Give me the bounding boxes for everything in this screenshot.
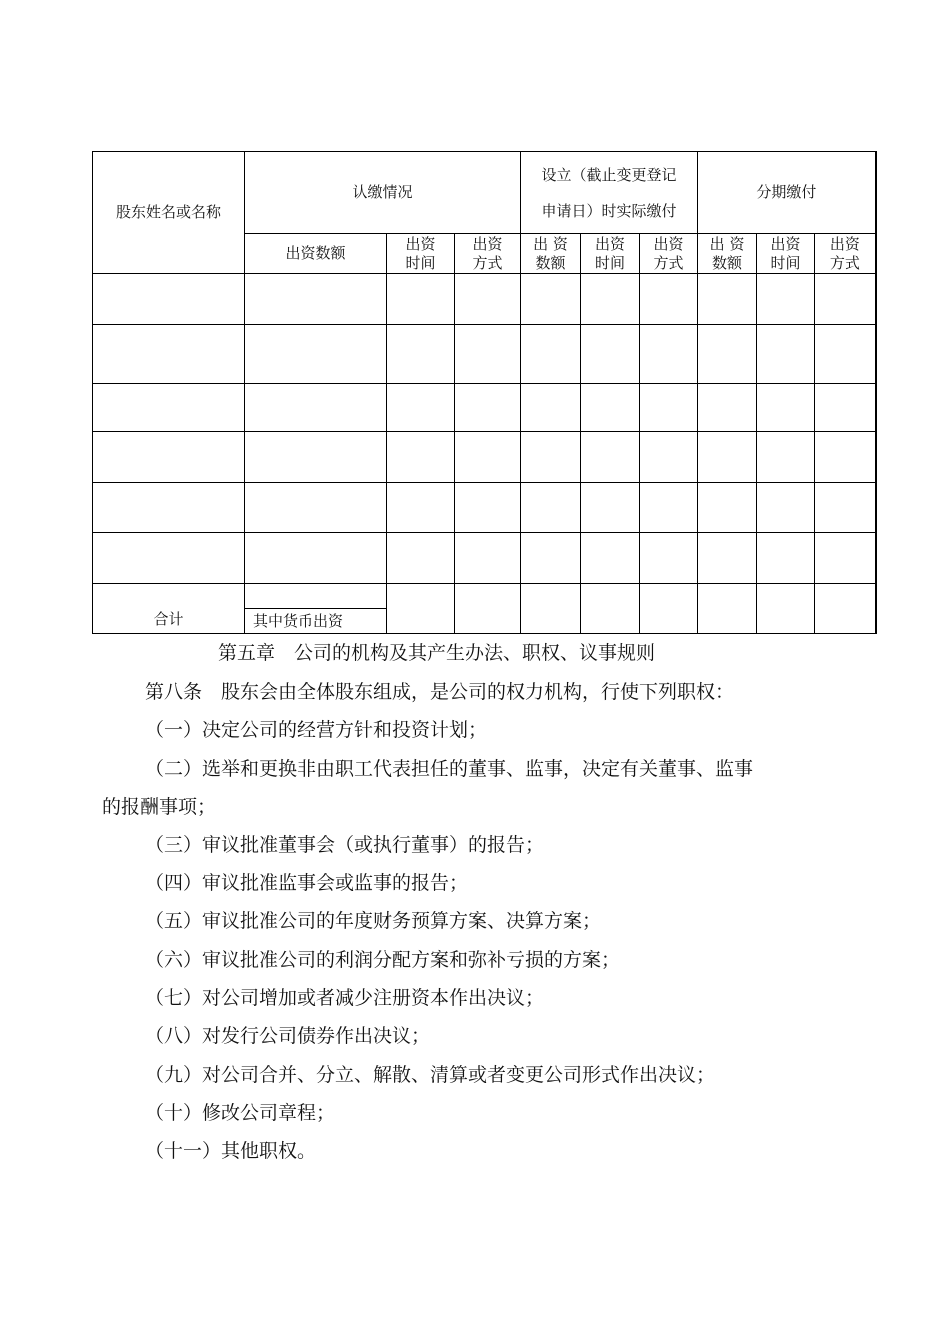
table-cell[interactable] xyxy=(640,533,698,584)
table-cell[interactable] xyxy=(698,483,757,533)
header-actual-paid xyxy=(521,152,698,234)
table-cell[interactable] xyxy=(387,533,455,584)
table-cell[interactable] xyxy=(521,584,581,634)
currency-note: 其中货币出资 xyxy=(245,609,387,634)
table-cell[interactable] xyxy=(521,483,581,533)
table-cell[interactable] xyxy=(815,533,876,584)
table-cell[interactable] xyxy=(698,325,757,384)
table-cell[interactable] xyxy=(245,274,387,325)
total-amount-cell[interactable] xyxy=(245,584,387,609)
table-cell[interactable] xyxy=(387,384,455,432)
table-cell[interactable] xyxy=(757,325,815,384)
table-cell[interactable] xyxy=(245,483,387,533)
table-cell[interactable] xyxy=(521,432,581,483)
list-item: （十一）其他职权。 xyxy=(145,1140,317,1162)
list-item: （二）选举和更换非由职工代表担任的董事、监事，决定有关董事、监事 xyxy=(145,758,754,780)
table-cell[interactable] xyxy=(387,432,455,483)
table-cell[interactable] xyxy=(245,384,387,432)
table-cell[interactable] xyxy=(640,325,698,384)
table-row xyxy=(93,325,876,384)
header-time-2: 出资 时间 xyxy=(581,234,640,274)
table-row xyxy=(93,384,876,432)
table-cell[interactable] xyxy=(581,432,640,483)
table-cell[interactable] xyxy=(640,483,698,533)
chapter-title: 第五章 公司的机构及其产生办法、职权、议事规则 xyxy=(218,642,656,664)
table-cell[interactable] xyxy=(640,384,698,432)
table-cell[interactable] xyxy=(640,432,698,483)
table-cell[interactable] xyxy=(455,533,521,584)
table-cell[interactable] xyxy=(815,584,876,634)
table-cell[interactable] xyxy=(581,483,640,533)
list-item: （三）审议批准董事会（或执行董事）的报告； xyxy=(145,834,545,856)
header-method-2: 出资 方式 xyxy=(640,234,698,274)
table-cell[interactable] xyxy=(521,533,581,584)
table-cell[interactable] xyxy=(455,274,521,325)
table-header-row-1 xyxy=(93,152,876,234)
header-amount-2: 出 资 数额 xyxy=(521,234,581,274)
table-cell[interactable] xyxy=(815,384,876,432)
header-shareholder-name: 股东姓名或名称 xyxy=(93,152,245,274)
table-cell[interactable] xyxy=(757,533,815,584)
table-row xyxy=(93,533,876,584)
list-item: （十）修改公司章程； xyxy=(145,1102,336,1124)
total-label: 合计 xyxy=(93,584,245,634)
header-method-3: 出资 方式 xyxy=(815,234,876,274)
table-cell[interactable] xyxy=(815,274,876,325)
table-cell[interactable] xyxy=(93,483,245,533)
table-cell[interactable] xyxy=(581,325,640,384)
table-cell[interactable] xyxy=(455,584,521,634)
table-cell[interactable] xyxy=(815,432,876,483)
table-cell[interactable] xyxy=(521,325,581,384)
table-cell[interactable] xyxy=(455,483,521,533)
list-item: （一）决定公司的经营方针和投资计划； xyxy=(145,719,488,741)
table-cell[interactable] xyxy=(245,533,387,584)
header-amount: 出资数额 xyxy=(245,234,387,274)
table-cell[interactable] xyxy=(757,274,815,325)
table-row xyxy=(93,483,876,533)
header-time-3: 出资 时间 xyxy=(757,234,815,274)
header-actual-paid-line1: 设立（截止变更登记 xyxy=(541,165,677,184)
table-cell[interactable] xyxy=(815,325,876,384)
table-row xyxy=(93,432,876,483)
table-cell[interactable] xyxy=(93,274,245,325)
list-item: （九）对公司合并、分立、解散、清算或者变更公司形式作出决议； xyxy=(145,1064,716,1086)
table-cell[interactable] xyxy=(387,483,455,533)
table-cell[interactable] xyxy=(245,325,387,384)
table-cell[interactable] xyxy=(698,533,757,584)
header-installment: 分期缴付 xyxy=(698,152,876,234)
table-cell[interactable] xyxy=(757,384,815,432)
header-subscription: 认缴情况 xyxy=(245,152,521,234)
list-item: （五）审议批准公司的年度财务预算方案、决算方案； xyxy=(145,910,602,932)
table-row xyxy=(93,274,876,325)
table-cell[interactable] xyxy=(455,325,521,384)
article-8: 第八条 股东会由全体股东组成，是公司的权力机构，行使下列职权： xyxy=(145,681,735,703)
table-cell[interactable] xyxy=(815,483,876,533)
table-cell[interactable] xyxy=(757,432,815,483)
header-time: 出资 时间 xyxy=(387,234,455,274)
table-cell[interactable] xyxy=(581,274,640,325)
table-cell[interactable] xyxy=(387,325,455,384)
table-cell[interactable] xyxy=(455,384,521,432)
table-cell[interactable] xyxy=(93,533,245,584)
table-cell[interactable] xyxy=(640,274,698,325)
table-cell[interactable] xyxy=(698,274,757,325)
list-item: （七）对公司增加或者减少注册资本作出决议； xyxy=(145,987,545,1009)
table-cell[interactable] xyxy=(521,384,581,432)
header-actual-paid-line2: 申请日）时实际缴付 xyxy=(541,201,677,220)
capital-contribution-table xyxy=(92,151,877,634)
header-amount-3: 出 资 数额 xyxy=(698,234,757,274)
table-cell[interactable] xyxy=(581,533,640,584)
table-cell[interactable] xyxy=(581,384,640,432)
table-cell[interactable] xyxy=(245,432,387,483)
list-item: （八）对发行公司债券作出决议； xyxy=(145,1025,431,1047)
table-cell[interactable] xyxy=(93,384,245,432)
table-cell[interactable] xyxy=(455,432,521,483)
table-cell[interactable] xyxy=(640,584,698,634)
table-cell[interactable] xyxy=(698,432,757,483)
table-cell[interactable] xyxy=(698,384,757,432)
table-cell[interactable] xyxy=(387,584,455,634)
header-method: 出资 方式 xyxy=(455,234,521,274)
table-cell[interactable] xyxy=(93,325,245,384)
list-item: 的报酬事项； xyxy=(102,796,217,818)
table-cell[interactable] xyxy=(757,483,815,533)
table-cell[interactable] xyxy=(757,584,815,634)
table-total-row xyxy=(93,584,876,609)
table-cell[interactable] xyxy=(387,274,455,325)
table-cell[interactable] xyxy=(581,584,640,634)
list-item: （六）审议批准公司的利润分配方案和弥补亏损的方案； xyxy=(145,949,621,971)
list-item: （四）审议批准监事会或监事的报告； xyxy=(145,872,469,894)
table-cell[interactable] xyxy=(521,274,581,325)
table-cell[interactable] xyxy=(93,432,245,483)
table-cell[interactable] xyxy=(698,584,757,634)
